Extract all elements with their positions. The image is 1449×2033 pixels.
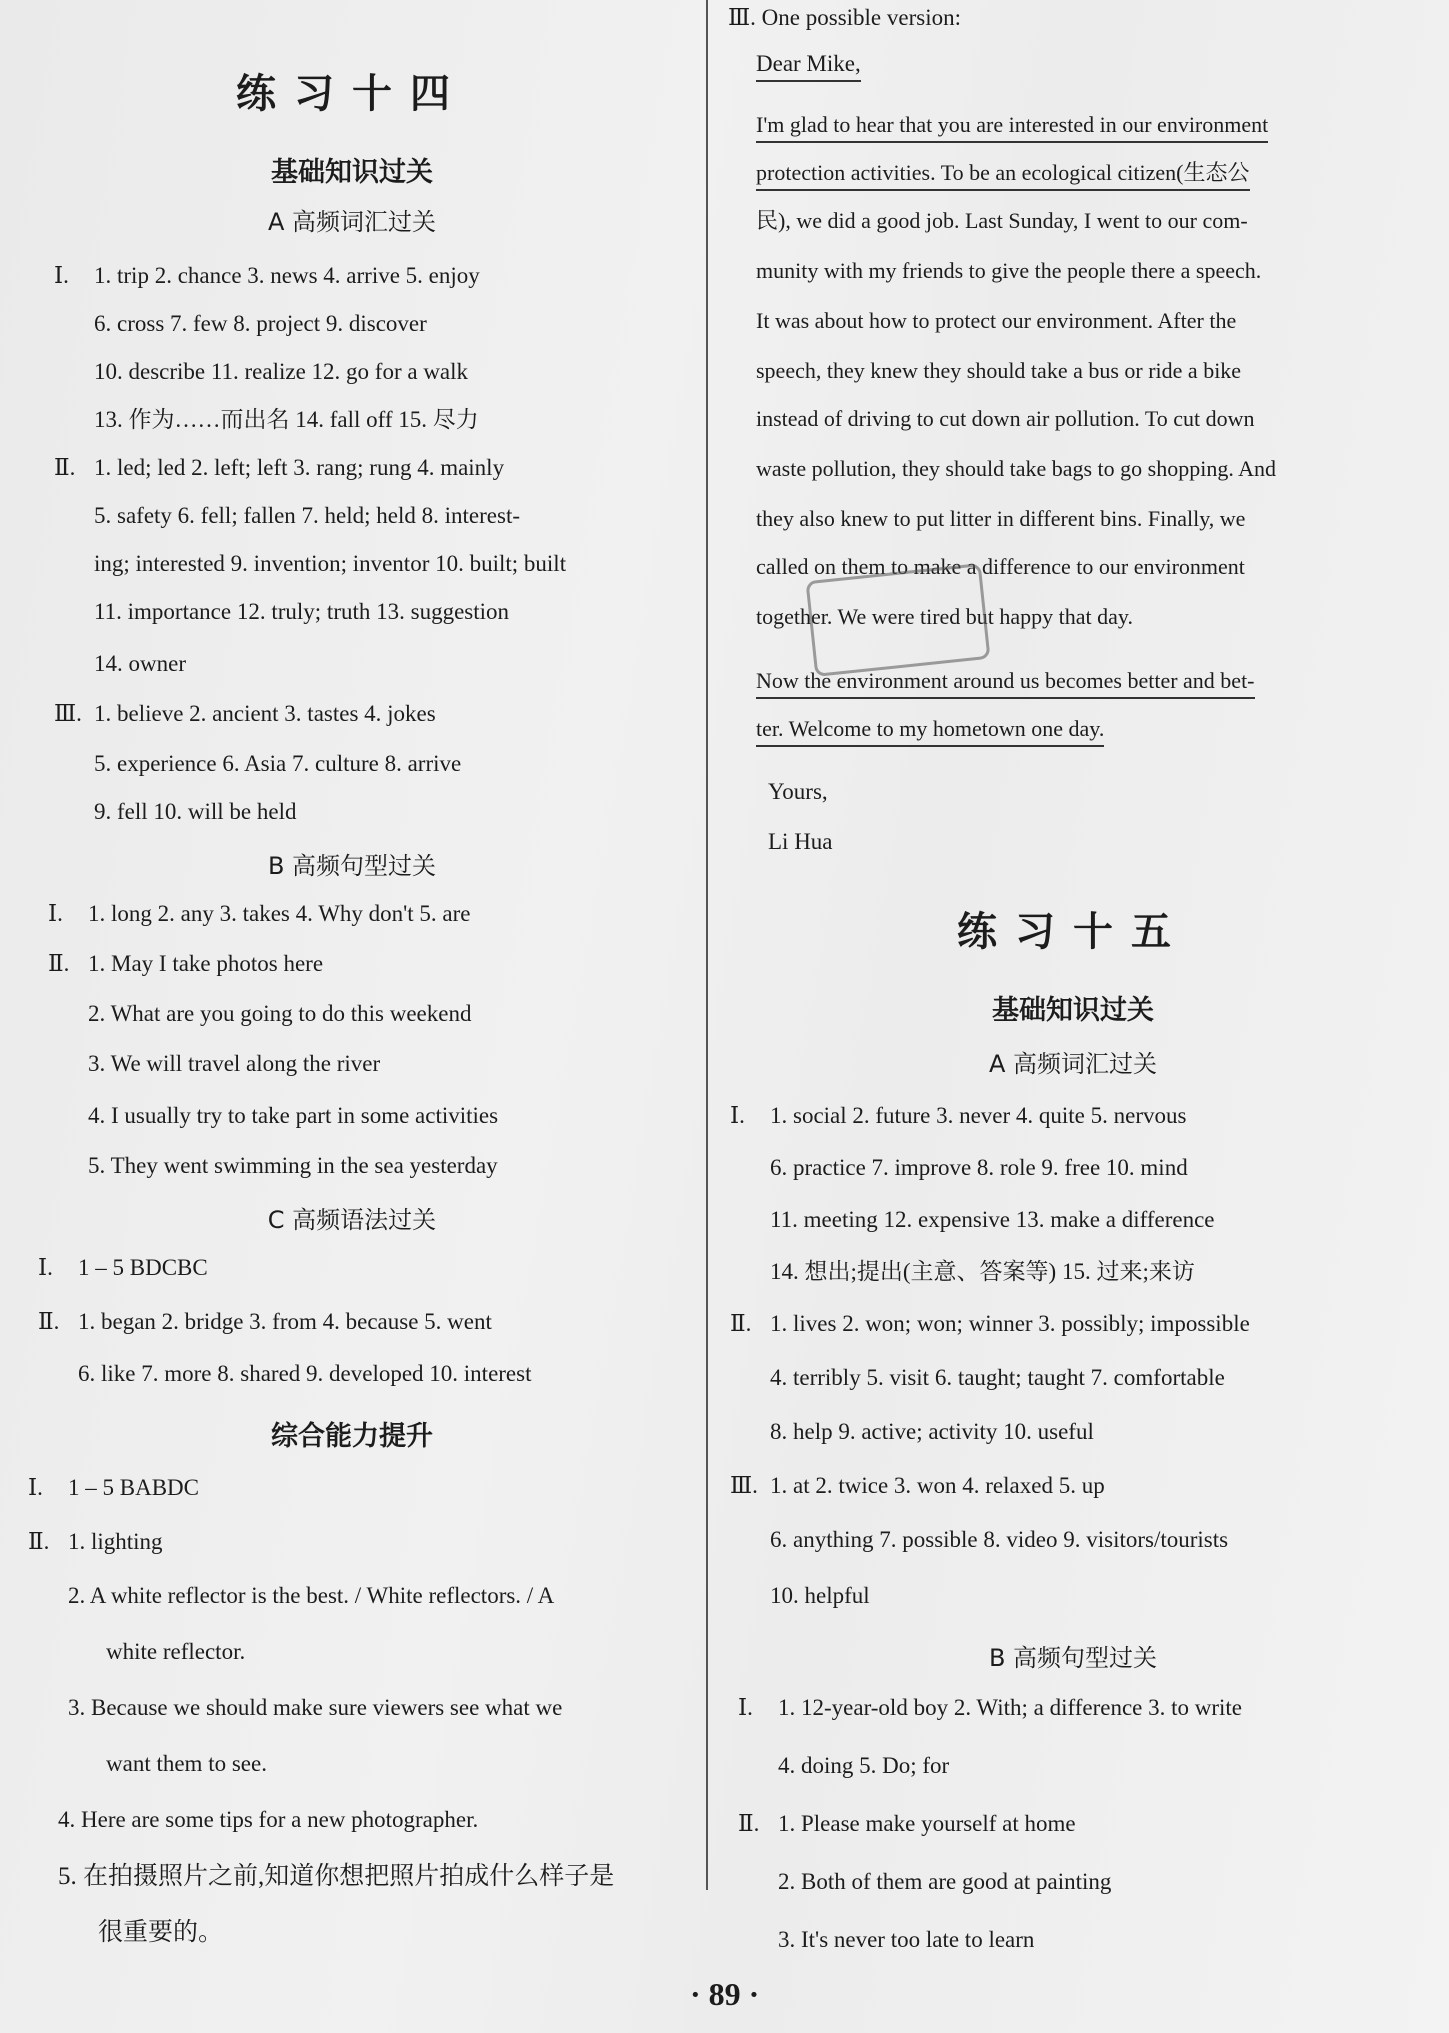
sentence-heading: B 高频句型过关 [988,1644,1158,1672]
answer-line: 6. like 7. more 8. shared 9. developed 10. interest [78,1361,532,1386]
answer-line: 14. 想出;提出(主意、答案等) 15. 过来;来访 [770,1259,1195,1284]
answer-line: want them to see. [106,1751,267,1776]
essay-line: called on them to make a difference to our environment [756,554,1245,579]
comprehensive-heading: 综合能力提升 [271,1421,433,1452]
answer-line: 5. safety 6. fell; fallen 7. held; held 8. interest- [94,503,521,528]
answer-line: 4. I usually try to take part in some activities [88,1103,499,1128]
essay-heading: Ⅲ. One possible version: [728,5,961,30]
answer-line: Ⅲ. 1. at 2. twice 3. won 4. relaxed 5. up [730,1473,1105,1498]
answer-line: 8. help 9. active; activity 10. useful [770,1419,1094,1444]
answer-line: 3. It's never too late to learn [778,1927,1035,1952]
column-divider [706,0,708,1890]
answer-line: 5. They went swimming in the sea yesterday [88,1153,498,1178]
answer-line: Ⅱ. 1. lives 2. won; won; winner 3. possibly; impossible [730,1311,1250,1336]
answer-line: 2. What are you going to do this weekend [88,1001,472,1026]
answer-line: 2. Both of them are good at painting [778,1869,1112,1894]
answer-line: Ⅰ. 1. trip 2. chance 3. news 4. arrive 5. enjoy [54,263,480,288]
essay-line: instead of driving to cut down air pollution. To cut down [756,406,1255,431]
answer-line: 10. describe 11. realize 12. go for a walk [94,359,469,384]
answer-line: 14. owner [94,651,186,676]
sentence-heading: B 高频句型过关 [267,852,437,880]
basic-knowledge-heading: 基础知识过关 [271,157,433,188]
answer-line: Ⅲ. 1. believe 2. ancient 3. tastes 4. jokes [54,701,436,726]
answer-line: 6. anything 7. possible 8. video 9. visitors/tourists [770,1527,1229,1552]
essay-line: It was about how to protect our environment. After the [756,308,1237,333]
answer-line: 11. meeting 12. expensive 13. make a difference [770,1207,1215,1232]
answer-line: Ⅰ. 1 – 5 BABDC [28,1475,199,1500]
answer-line: 5. experience 6. Asia 7. culture 8. arrive [94,751,462,776]
answer-line: Ⅱ. 1. May I take photos here [48,951,324,976]
answer-line: Ⅱ. 1. led; led 2. left; left 3. rang; rung 4. mainly [54,455,505,480]
essay-line: ter. Welcome to my hometown one day. [756,718,1104,740]
vocab-heading: A 高频词汇过关 [267,208,437,236]
exercise-15-title: 练习十五 [957,909,1189,955]
answer-line: 9. fell 10. will be held [94,799,297,824]
answer-line: Ⅱ. 1. lighting [28,1529,163,1554]
answer-line: 3. We will travel along the river [88,1051,381,1076]
answer-line: Ⅰ. 1 – 5 BDCBC [38,1255,208,1280]
essay-line: Now the environment around us becomes better and bet- [756,670,1255,692]
answer-line: 4. doing 5. Do; for [778,1753,950,1778]
answer-line: 11. importance 12. truly; truth 13. suggestion [94,599,510,624]
basic-knowledge-heading: 基础知识过关 [992,995,1154,1026]
answer-line: Ⅱ. 1. Please make yourself at home [738,1811,1076,1836]
essay-line: speech, they knew they should take a bus or ride a bike [756,358,1242,383]
essay-line: munity with my friends to give the people there a speech. [756,258,1262,283]
page-number: · 89 · [690,1976,760,2012]
essay-line: protection activities. To be an ecological citizen(生态公 [756,162,1250,184]
answer-line: 2. A white reflector is the best. / White reflectors. / A [68,1583,555,1608]
essay-line: together. We were tired but happy that day. [756,604,1133,629]
answer-line: 4. terribly 5. visit 6. taught; taught 7. comfortable [770,1365,1225,1390]
vocab-heading: A 高频词汇过关 [988,1050,1158,1078]
answer-line: 10. helpful [770,1583,870,1608]
essay-line: waste pollution, they should take bags to go shopping. And [756,456,1277,481]
essay-line: I'm glad to hear that you are interested in our environment [756,114,1268,136]
grammar-heading: C 高频语法过关 [267,1206,437,1234]
answer-line: ing; interested 9. invention; inventor 10. built; built [94,551,567,576]
answer-line: 很重要的。 [98,1919,224,1946]
essay-signature: Li Hua [768,829,833,854]
answer-line: 6. practice 7. improve 8. role 9. free 10. mind [770,1155,1188,1180]
answer-line: 4. Here are some tips for a new photographer. [58,1807,479,1832]
answer-line: Ⅰ. 1. long 2. any 3. takes 4. Why don't 5. are [48,901,471,926]
answer-line: 3. Because we should make sure viewers see what we [68,1695,563,1720]
salutation: Dear Mike, [756,52,861,75]
essay-line: 民), we did a good job. Last Sunday, I went to our com- [756,208,1248,233]
answer-line: 6. cross 7. few 8. project 9. discover [94,311,427,336]
essay-closing: Yours, [768,779,828,804]
answer-line: Ⅰ. 1. 12-year-old boy 2. With; a difference 3. to write [738,1695,1243,1720]
essay-line: they also knew to put litter in different bins. Finally, we [756,506,1246,531]
exercise-14-title: 练习十四 [236,71,468,117]
answer-line: white reflector. [106,1639,246,1664]
answer-line: 13. 作为……而出名 14. fall off 15. 尽力 [94,407,479,432]
answer-line: 5. 在拍摄照片之前,知道你想把照片拍成什么样子是 [58,1863,615,1890]
answer-line: Ⅱ. 1. began 2. bridge 3. from 4. because 5. went [38,1309,492,1334]
ink-stamp [805,563,990,677]
answer-line: Ⅰ. 1. social 2. future 3. never 4. quite 5. nervous [730,1103,1187,1128]
